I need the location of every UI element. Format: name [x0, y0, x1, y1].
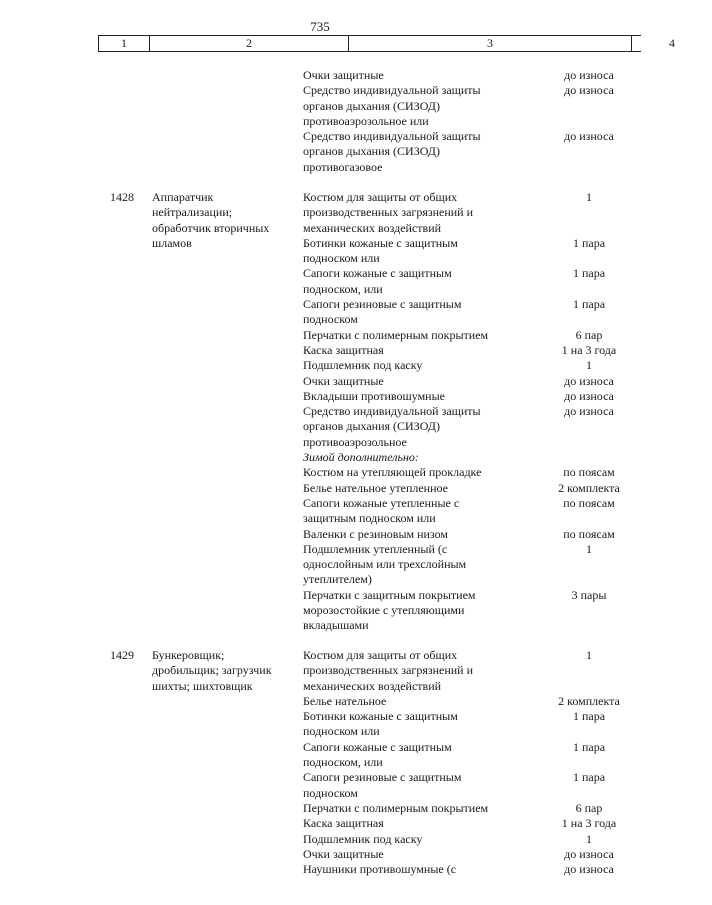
table-header	[98, 35, 675, 52]
ppe-item	[303, 297, 643, 328]
ppe-item	[303, 542, 643, 588]
header-col-1: 1	[99, 36, 150, 51]
ppe-item-name: Ботинки кожаные с защитным подноском или	[303, 709, 458, 739]
ppe-item-norm: по поясам	[563, 465, 615, 480]
ppe-item	[303, 266, 643, 297]
ppe-list	[303, 190, 643, 634]
ppe-item	[303, 862, 643, 877]
ppe-item-name: Очки защитные	[303, 846, 384, 861]
ppe-item-norm: 2 комплекта	[558, 693, 620, 708]
ppe-item	[303, 709, 643, 740]
ppe-item-norm: по поясам	[563, 495, 615, 510]
ppe-item-norm: 1 на 3 года	[561, 342, 617, 357]
ppe-item-name: Костюм для защиты от общих производственных загрязнений и механических воздействий	[303, 648, 474, 693]
ppe-item	[303, 588, 643, 634]
ppe-item	[303, 740, 643, 771]
page-number: 735	[310, 19, 330, 34]
ppe-item-name: Костюм на утепляющей прокладке	[303, 465, 482, 480]
ppe-item-norm: до износа	[564, 862, 614, 877]
ppe-item-norm: 3 пары	[571, 587, 607, 602]
ppe-item-name: Белье нательное утепленное	[303, 480, 448, 495]
ppe-item	[303, 801, 643, 816]
ppe-item-name: Перчатки с защитным покрытием морозостойкие с утепляющими вкладышами	[303, 587, 476, 633]
ppe-item-name: Зимой дополнительно:	[303, 450, 419, 465]
ppe-item-name: Наушники противошумные (с	[303, 862, 457, 877]
ppe-item	[303, 648, 643, 694]
ppe-item	[303, 328, 643, 343]
ppe-item	[303, 481, 643, 496]
ppe-item-norm: 1 пара	[572, 770, 606, 785]
ppe-item-norm: до износа	[564, 404, 614, 419]
ppe-item-name: Средство индивидуальной защиты органов дыхания (СИЗОД) противоаэрозольное или	[303, 83, 481, 128]
ppe-item-norm: 6 пар	[575, 327, 603, 342]
ppe-item-norm: 1	[586, 648, 592, 662]
ppe-item	[303, 83, 643, 129]
ppe-item-name: Очки защитные	[303, 373, 384, 388]
ppe-item	[303, 389, 643, 404]
ppe-item-name: Каска защитная	[303, 342, 384, 357]
row-number: 1429	[110, 648, 134, 662]
ppe-item-name: Ботинки кожаные с защитным подноском или	[303, 235, 458, 266]
ppe-item	[303, 465, 643, 480]
ppe-item-norm: 1	[586, 190, 592, 204]
ppe-item-name: Валенки с резиновым низом	[303, 526, 449, 541]
ppe-item-name: Средство индивидуальной защиты органов дыхания (СИЗОД) противогазовое	[303, 129, 481, 174]
ppe-item-name: Средство индивидуальной защиты органов дыхания (СИЗОД) противоаэрозольное	[303, 404, 481, 449]
ppe-list	[303, 68, 643, 175]
ppe-item-name: Сапоги кожаные с защитным подноском, или	[303, 739, 452, 770]
header-col-2: 2	[150, 36, 349, 51]
ppe-item-name: Сапоги резиновые с защитным подноском	[303, 770, 462, 800]
ppe-item-name: Сапоги кожаные утепленные с защитным подноском или	[303, 495, 460, 526]
profession-name: Аппаратчик нейтрализации; обработчик вторичных шламов	[152, 190, 270, 250]
ppe-item-norm: 1 пара	[572, 739, 606, 754]
ppe-item	[303, 358, 643, 373]
ppe-item	[303, 816, 643, 831]
ppe-item	[303, 343, 643, 358]
ppe-item-norm: 1 пара	[572, 235, 606, 250]
ppe-item	[303, 374, 643, 389]
ppe-item-norm: до износа	[564, 373, 614, 388]
ppe-item-norm: 1 пара	[572, 297, 606, 312]
ppe-item-norm: 2 комплекта	[558, 480, 620, 495]
ppe-item-name: Очки защитные	[303, 68, 384, 82]
ppe-item-norm: 1 пара	[572, 266, 606, 281]
ppe-item-norm: до износа	[564, 129, 614, 144]
ppe-item-name: Перчатки с полимерным покрытием	[303, 327, 489, 342]
ppe-item-name: Перчатки с полимерным покрытием	[303, 800, 489, 815]
ppe-item-name: Подшлемник под каску	[303, 831, 423, 846]
ppe-item	[303, 832, 643, 847]
header-col-4: 4	[669, 36, 675, 50]
ppe-item	[303, 404, 643, 450]
ppe-item-name: Каска защитная	[303, 816, 384, 831]
ppe-item-name: Подшлемник утепленный (с однослойным или трехслойным утеплителем)	[303, 541, 467, 587]
ppe-item-norm: до износа	[564, 68, 614, 82]
ppe-list	[303, 648, 643, 877]
ppe-item	[303, 129, 643, 175]
row-number: 1428	[110, 190, 134, 204]
header-col-3: 3	[349, 36, 632, 51]
ppe-item-name: Вкладыши противошумные	[303, 388, 445, 403]
ppe-item	[303, 236, 643, 267]
ppe-item	[303, 68, 643, 83]
ppe-item-name: Подшлемник под каску	[303, 358, 423, 373]
ppe-item-norm: до износа	[564, 83, 614, 98]
ppe-item	[303, 694, 643, 709]
ppe-item-norm: 1 пара	[572, 709, 606, 724]
ppe-item-norm: 6 пар	[575, 800, 603, 815]
ppe-item	[303, 527, 643, 542]
ppe-item-norm: по поясам	[563, 526, 615, 541]
section-subheading	[303, 450, 643, 465]
ppe-item	[303, 496, 643, 527]
ppe-item-norm: 1	[586, 541, 592, 556]
ppe-item-norm: до износа	[564, 846, 614, 861]
ppe-item-name: Костюм для защиты от общих производственных загрязнений и механических воздействий	[303, 190, 474, 235]
ppe-item	[303, 770, 643, 801]
ppe-item-norm: 1 на 3 года	[561, 816, 617, 831]
ppe-item-norm: 1	[586, 358, 592, 373]
ppe-item-name: Сапоги кожаные с защитным подноском, или	[303, 266, 452, 296]
ppe-item-norm: до износа	[564, 388, 614, 403]
ppe-item-norm: 1	[586, 831, 592, 846]
ppe-item-name: Сапоги резиновые с защитным подноском	[303, 297, 462, 327]
profession-name: Бункеровщик; дробильщик; загрузчик шихты; шихтовщик	[152, 648, 272, 693]
ppe-item	[303, 190, 643, 236]
ppe-item	[303, 847, 643, 862]
ppe-item-name: Белье нательное	[303, 693, 387, 708]
